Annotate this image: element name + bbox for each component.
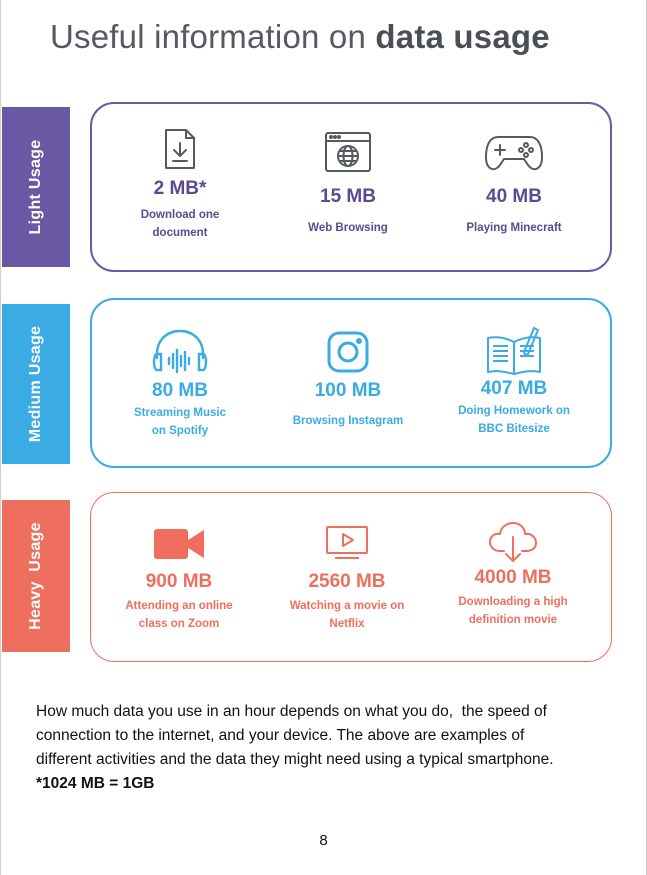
heavy-desc-3: [433, 593, 593, 629]
page-number: 8: [319, 832, 328, 849]
heavy-desc-3-line1: Downloading a high: [458, 596, 568, 608]
medium-desc-1: [100, 404, 260, 440]
heavy-desc-2-line2: Netflix: [329, 618, 365, 630]
light-amount-1: 2 MB*: [153, 178, 207, 199]
footnote: *1024 MB = 1GB: [36, 775, 155, 792]
heavy-amount-2: 2560 MB: [308, 571, 386, 592]
heavy-usage-label: Heavy Usage: [27, 522, 44, 630]
light-amount-3: 40 MB: [486, 186, 542, 207]
heavy-desc-1-line2: class on Zoom: [138, 618, 220, 630]
heavy-desc-2-line1: Watching a movie on: [289, 600, 405, 612]
light-usage-card: [90, 102, 612, 272]
medium-amount-2: 100 MB: [314, 380, 382, 401]
light-desc-1-line2: document: [152, 227, 208, 239]
light-desc-3-line1: Playing Minecraft: [466, 222, 562, 234]
medium-desc-1-line1: Streaming Music: [133, 407, 227, 419]
heavy-amount-3: 4000 MB: [474, 567, 552, 588]
web-browser-icon: [324, 131, 372, 173]
heavy-desc-1: [99, 597, 259, 633]
video-monitor-icon: [325, 525, 369, 561]
medium-item-spotify: [100, 328, 260, 440]
heavy-item-zoom: [99, 527, 259, 633]
heavy-desc-2: [267, 597, 427, 633]
info-line-2: connection to the internet, and your device. The above are examples of: [36, 727, 525, 744]
medium-amount-3: 407 MB: [480, 378, 548, 399]
title-bold: data usage: [375, 18, 550, 55]
heavy-amount-1: 900 MB: [145, 571, 213, 592]
heavy-item-download: [433, 521, 593, 629]
info-line-3: different activities and the data they might need using a typical smartphone.: [36, 751, 554, 768]
light-amount-2: 15 MB: [320, 186, 376, 207]
heavy-desc-1-line1: Attending an online: [125, 600, 233, 612]
info-line-1: How much data you use in an hour depends on what you do, the speed of: [36, 703, 547, 720]
heavy-desc-3-line2: definition movie: [468, 614, 558, 626]
light-desc-2-line1: Web Browsing: [308, 222, 388, 234]
medium-usage-label: Medium Usage: [27, 325, 44, 443]
light-item-web: [268, 131, 428, 237]
medium-amount-1: 80 MB: [152, 380, 208, 401]
download-document-icon: [162, 128, 198, 170]
heavy-usage-card: [90, 492, 612, 662]
game-controller-icon: [484, 131, 544, 175]
instagram-icon: [326, 330, 370, 374]
medium-desc-2-line1: Browsing Instagram: [292, 415, 404, 427]
title-prefix: Useful information on: [50, 18, 367, 55]
open-book-icon: [484, 326, 544, 376]
light-item-download: [100, 128, 260, 242]
light-desc-2: [268, 219, 428, 237]
light-usage-band: [2, 107, 70, 267]
medium-desc-1-line2: on Spotify: [151, 425, 209, 437]
light-item-game: [434, 131, 594, 237]
medium-item-bitesize: [434, 326, 594, 438]
medium-desc-2: [268, 412, 428, 430]
medium-item-instagram: [268, 330, 428, 430]
light-desc-3: [434, 219, 594, 237]
medium-usage-band: [2, 304, 70, 464]
medium-usage-card: [90, 298, 612, 468]
light-desc-1: [100, 206, 260, 242]
heavy-usage-band: [2, 500, 70, 652]
medium-desc-3-line1: Doing Homework on: [458, 405, 570, 417]
page-title: [50, 18, 550, 56]
medium-desc-3-line2: BBC Bitesize: [478, 423, 550, 435]
light-desc-1-line1: Download one: [140, 209, 220, 221]
light-usage-label: Light Usage: [27, 139, 44, 235]
medium-desc-3: [434, 402, 594, 438]
headphones-icon: [151, 328, 209, 376]
info-paragraph: [36, 700, 606, 796]
heavy-item-netflix: [267, 525, 427, 633]
cloud-download-icon: [488, 521, 538, 563]
video-camera-icon: [152, 527, 206, 561]
